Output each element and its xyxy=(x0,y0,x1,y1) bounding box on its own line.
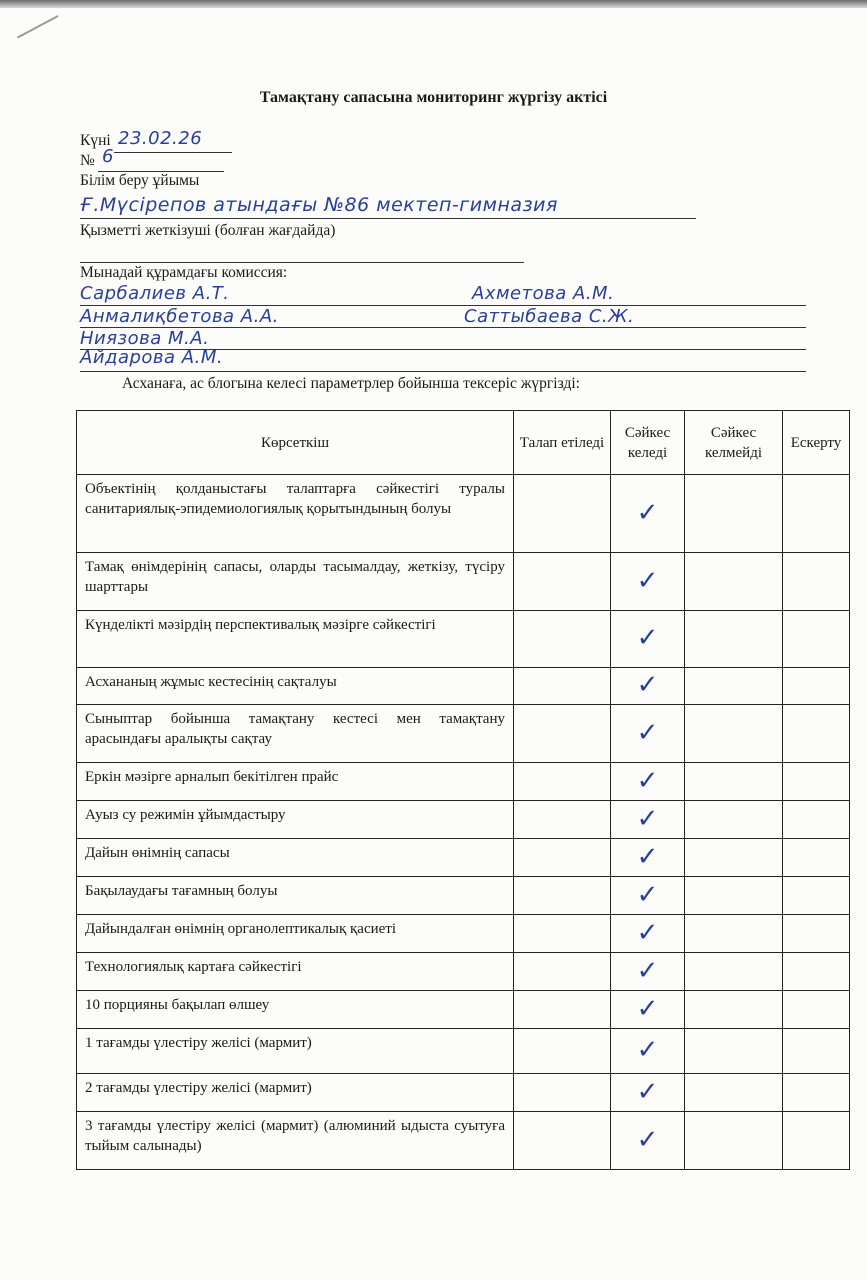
checkmark-icon: ✓ xyxy=(636,717,659,748)
checkmark-icon: ✓ xyxy=(636,841,659,872)
noncompliant-cell xyxy=(685,1112,783,1170)
required-cell xyxy=(514,801,611,839)
commission-member-right-2: Саттыбаева С.Ж. xyxy=(464,306,635,327)
note-cell xyxy=(783,877,850,915)
checkmark-icon: ✓ xyxy=(636,565,659,596)
compliant-cell xyxy=(611,991,685,1029)
intro-text: Асханаға, ас блогына келесі параметрлер бойынша тексеріс жүргізді: xyxy=(122,375,580,392)
number-value: 6 xyxy=(102,146,114,167)
commission-line-1 xyxy=(80,305,806,306)
indicator-cell: 1 тағамды үлестіру желісі (мармит) xyxy=(77,1029,514,1074)
required-cell xyxy=(514,1029,611,1074)
indicator-cell: 10 порцияны бақылап өлшеу xyxy=(77,991,514,1029)
noncompliant-cell xyxy=(685,668,783,705)
noncompliant-cell xyxy=(685,801,783,839)
note-cell xyxy=(783,1112,850,1170)
commission-member-left-3: Ниязова М.А. xyxy=(80,328,210,349)
noncompliant-cell xyxy=(685,553,783,611)
commission-line-3 xyxy=(80,349,806,350)
note-cell xyxy=(783,763,850,801)
compliant-cell xyxy=(611,1029,685,1074)
header-compliant: Сәйкес келеді xyxy=(611,411,685,475)
required-cell xyxy=(514,668,611,705)
indicator-cell: Дайындалған өнімнің органолептикалық қасиеті xyxy=(77,915,514,953)
checkmark-icon: ✓ xyxy=(636,1076,659,1107)
required-cell xyxy=(514,1112,611,1170)
scan-edge xyxy=(0,0,867,8)
compliant-cell xyxy=(611,915,685,953)
date-underline xyxy=(114,152,232,153)
indicator-cell: Дайын өнімнің сапасы xyxy=(77,839,514,877)
table-row xyxy=(77,877,850,915)
note-cell xyxy=(783,839,850,877)
compliant-cell xyxy=(611,1074,685,1112)
table-row xyxy=(77,763,850,801)
compliant-cell xyxy=(611,877,685,915)
table-row xyxy=(77,1112,850,1170)
header-noncompliant: Сәйкес келмейді xyxy=(685,411,783,475)
noncompliant-cell xyxy=(685,877,783,915)
required-cell xyxy=(514,705,611,763)
note-cell xyxy=(783,991,850,1029)
commission-label: Мынадай құрамдағы комиссия: xyxy=(80,264,288,281)
table-row xyxy=(77,611,850,668)
table-row xyxy=(77,1074,850,1112)
compliant-cell xyxy=(611,475,685,553)
noncompliant-cell xyxy=(685,475,783,553)
checkmark-icon: ✓ xyxy=(636,623,659,653)
noncompliant-cell xyxy=(685,839,783,877)
required-cell xyxy=(514,915,611,953)
indicator-cell: Күнделікті мәзірдің перспективалық мәзірге сәйкестігі xyxy=(77,611,514,668)
required-cell xyxy=(514,763,611,801)
required-cell xyxy=(514,877,611,915)
compliant-cell xyxy=(611,668,685,705)
number-label: № xyxy=(80,152,95,169)
noncompliant-cell xyxy=(685,1029,783,1074)
commission-member-left-1: Сарбалиев А.Т. xyxy=(80,283,230,304)
required-cell xyxy=(514,1074,611,1112)
org-underline xyxy=(80,218,696,219)
indicator-cell: Еркін мәзірге арналып бекітілген прайс xyxy=(77,763,514,801)
table-row xyxy=(77,953,850,991)
indicator-cell: Асхананың жұмыс кестесінің сақталуы xyxy=(77,668,514,705)
document-title: Тамақтану сапасына мониторинг жүргізу актісі xyxy=(259,89,608,106)
checkmark-icon: ✓ xyxy=(636,765,659,796)
note-cell xyxy=(783,668,850,705)
commission-line-2 xyxy=(80,327,806,328)
indicator-cell: Объектінің қолданыстағы талаптарға сәйкестігі туралы санитариялық-эпидемиологиялық қорытындының болуы xyxy=(77,475,514,553)
checkmark-icon: ✓ xyxy=(636,1124,659,1155)
compliant-cell xyxy=(611,801,685,839)
date-label: Күні xyxy=(80,132,111,149)
note-cell xyxy=(783,915,850,953)
indicator-cell: Сыныптар бойынша тамақтану кестесі мен тамақтану арасындағы аралықты сақтау xyxy=(77,705,514,763)
noncompliant-cell xyxy=(685,991,783,1029)
checkmark-icon: ✓ xyxy=(636,993,659,1024)
required-cell xyxy=(514,839,611,877)
checkmark-icon: ✓ xyxy=(636,917,659,948)
date-value: 23.02.26 xyxy=(118,128,203,149)
table-row xyxy=(77,705,850,763)
table-row xyxy=(77,668,850,705)
compliant-cell xyxy=(611,839,685,877)
table-row xyxy=(77,475,850,553)
noncompliant-cell xyxy=(685,611,783,668)
indicator-cell: 2 тағамды үлестіру желісі (мармит) xyxy=(77,1074,514,1112)
monitoring-table xyxy=(76,410,850,1170)
note-cell xyxy=(783,611,850,668)
compliant-cell xyxy=(611,763,685,801)
table-row xyxy=(77,915,850,953)
header-note: Ескерту xyxy=(783,411,850,475)
required-cell xyxy=(514,611,611,668)
commission-line-4 xyxy=(80,371,806,372)
commission-member-left-4: Айдарова А.М. xyxy=(80,347,224,368)
pen-stroke xyxy=(17,15,65,51)
note-cell xyxy=(783,1029,850,1074)
header-required: Талап етіледі xyxy=(514,411,611,475)
compliant-cell xyxy=(611,705,685,763)
required-cell xyxy=(514,953,611,991)
noncompliant-cell xyxy=(685,1074,783,1112)
table-header-row xyxy=(77,411,850,475)
compliant-cell xyxy=(611,553,685,611)
checkmark-icon: ✓ xyxy=(636,1035,659,1065)
checkmark-icon: ✓ xyxy=(636,803,659,834)
table-body xyxy=(77,475,850,1170)
indicator-cell: Технологиялық картаға сәйкестігі xyxy=(77,953,514,991)
supplier-label: Қызметті жеткізуші (болған жағдайда) xyxy=(80,222,336,239)
indicator-cell: 3 тағамды үлестіру желісі (мармит) (алюминий ыдыста суытуға тыйым салынады) xyxy=(77,1112,514,1170)
checkmark-icon: ✓ xyxy=(636,955,659,986)
note-cell xyxy=(783,475,850,553)
compliant-cell xyxy=(611,953,685,991)
note-cell xyxy=(783,953,850,991)
supplier-underline xyxy=(80,262,524,263)
note-cell xyxy=(783,801,850,839)
required-cell xyxy=(514,991,611,1029)
required-cell xyxy=(514,475,611,553)
table-row xyxy=(77,1029,850,1074)
org-label: Білім беру ұйымы xyxy=(80,172,200,189)
checkmark-icon: ✓ xyxy=(636,879,659,910)
compliant-cell xyxy=(611,1112,685,1170)
checkmark-icon: ✓ xyxy=(636,497,659,528)
commission-member-left-2: Анмалиқбетова А.А. xyxy=(80,306,279,327)
org-value: Ғ.Мүсірепов атындағы №86 мектеп-гимназия xyxy=(80,194,558,216)
noncompliant-cell xyxy=(685,915,783,953)
note-cell xyxy=(783,553,850,611)
indicator-cell: Ауыз су режимін ұйымдастыру xyxy=(77,801,514,839)
header-indicator: Көрсеткіш xyxy=(77,411,514,475)
noncompliant-cell xyxy=(685,953,783,991)
table-row xyxy=(77,991,850,1029)
indicator-cell: Бақылаудағы тағамның болуы xyxy=(77,877,514,915)
table-row xyxy=(77,839,850,877)
note-cell xyxy=(783,705,850,763)
noncompliant-cell xyxy=(685,763,783,801)
indicator-cell: Тамақ өнімдерінің сапасы, оларды тасымалдау, жеткізу, түсіру шарттары xyxy=(77,553,514,611)
table-row xyxy=(77,801,850,839)
note-cell xyxy=(783,1074,850,1112)
commission-member-right-1: Ахметова А.М. xyxy=(472,283,615,304)
noncompliant-cell xyxy=(685,705,783,763)
required-cell xyxy=(514,553,611,611)
checkmark-icon: ✓ xyxy=(636,670,659,700)
compliant-cell xyxy=(611,611,685,668)
table-row xyxy=(77,553,850,611)
